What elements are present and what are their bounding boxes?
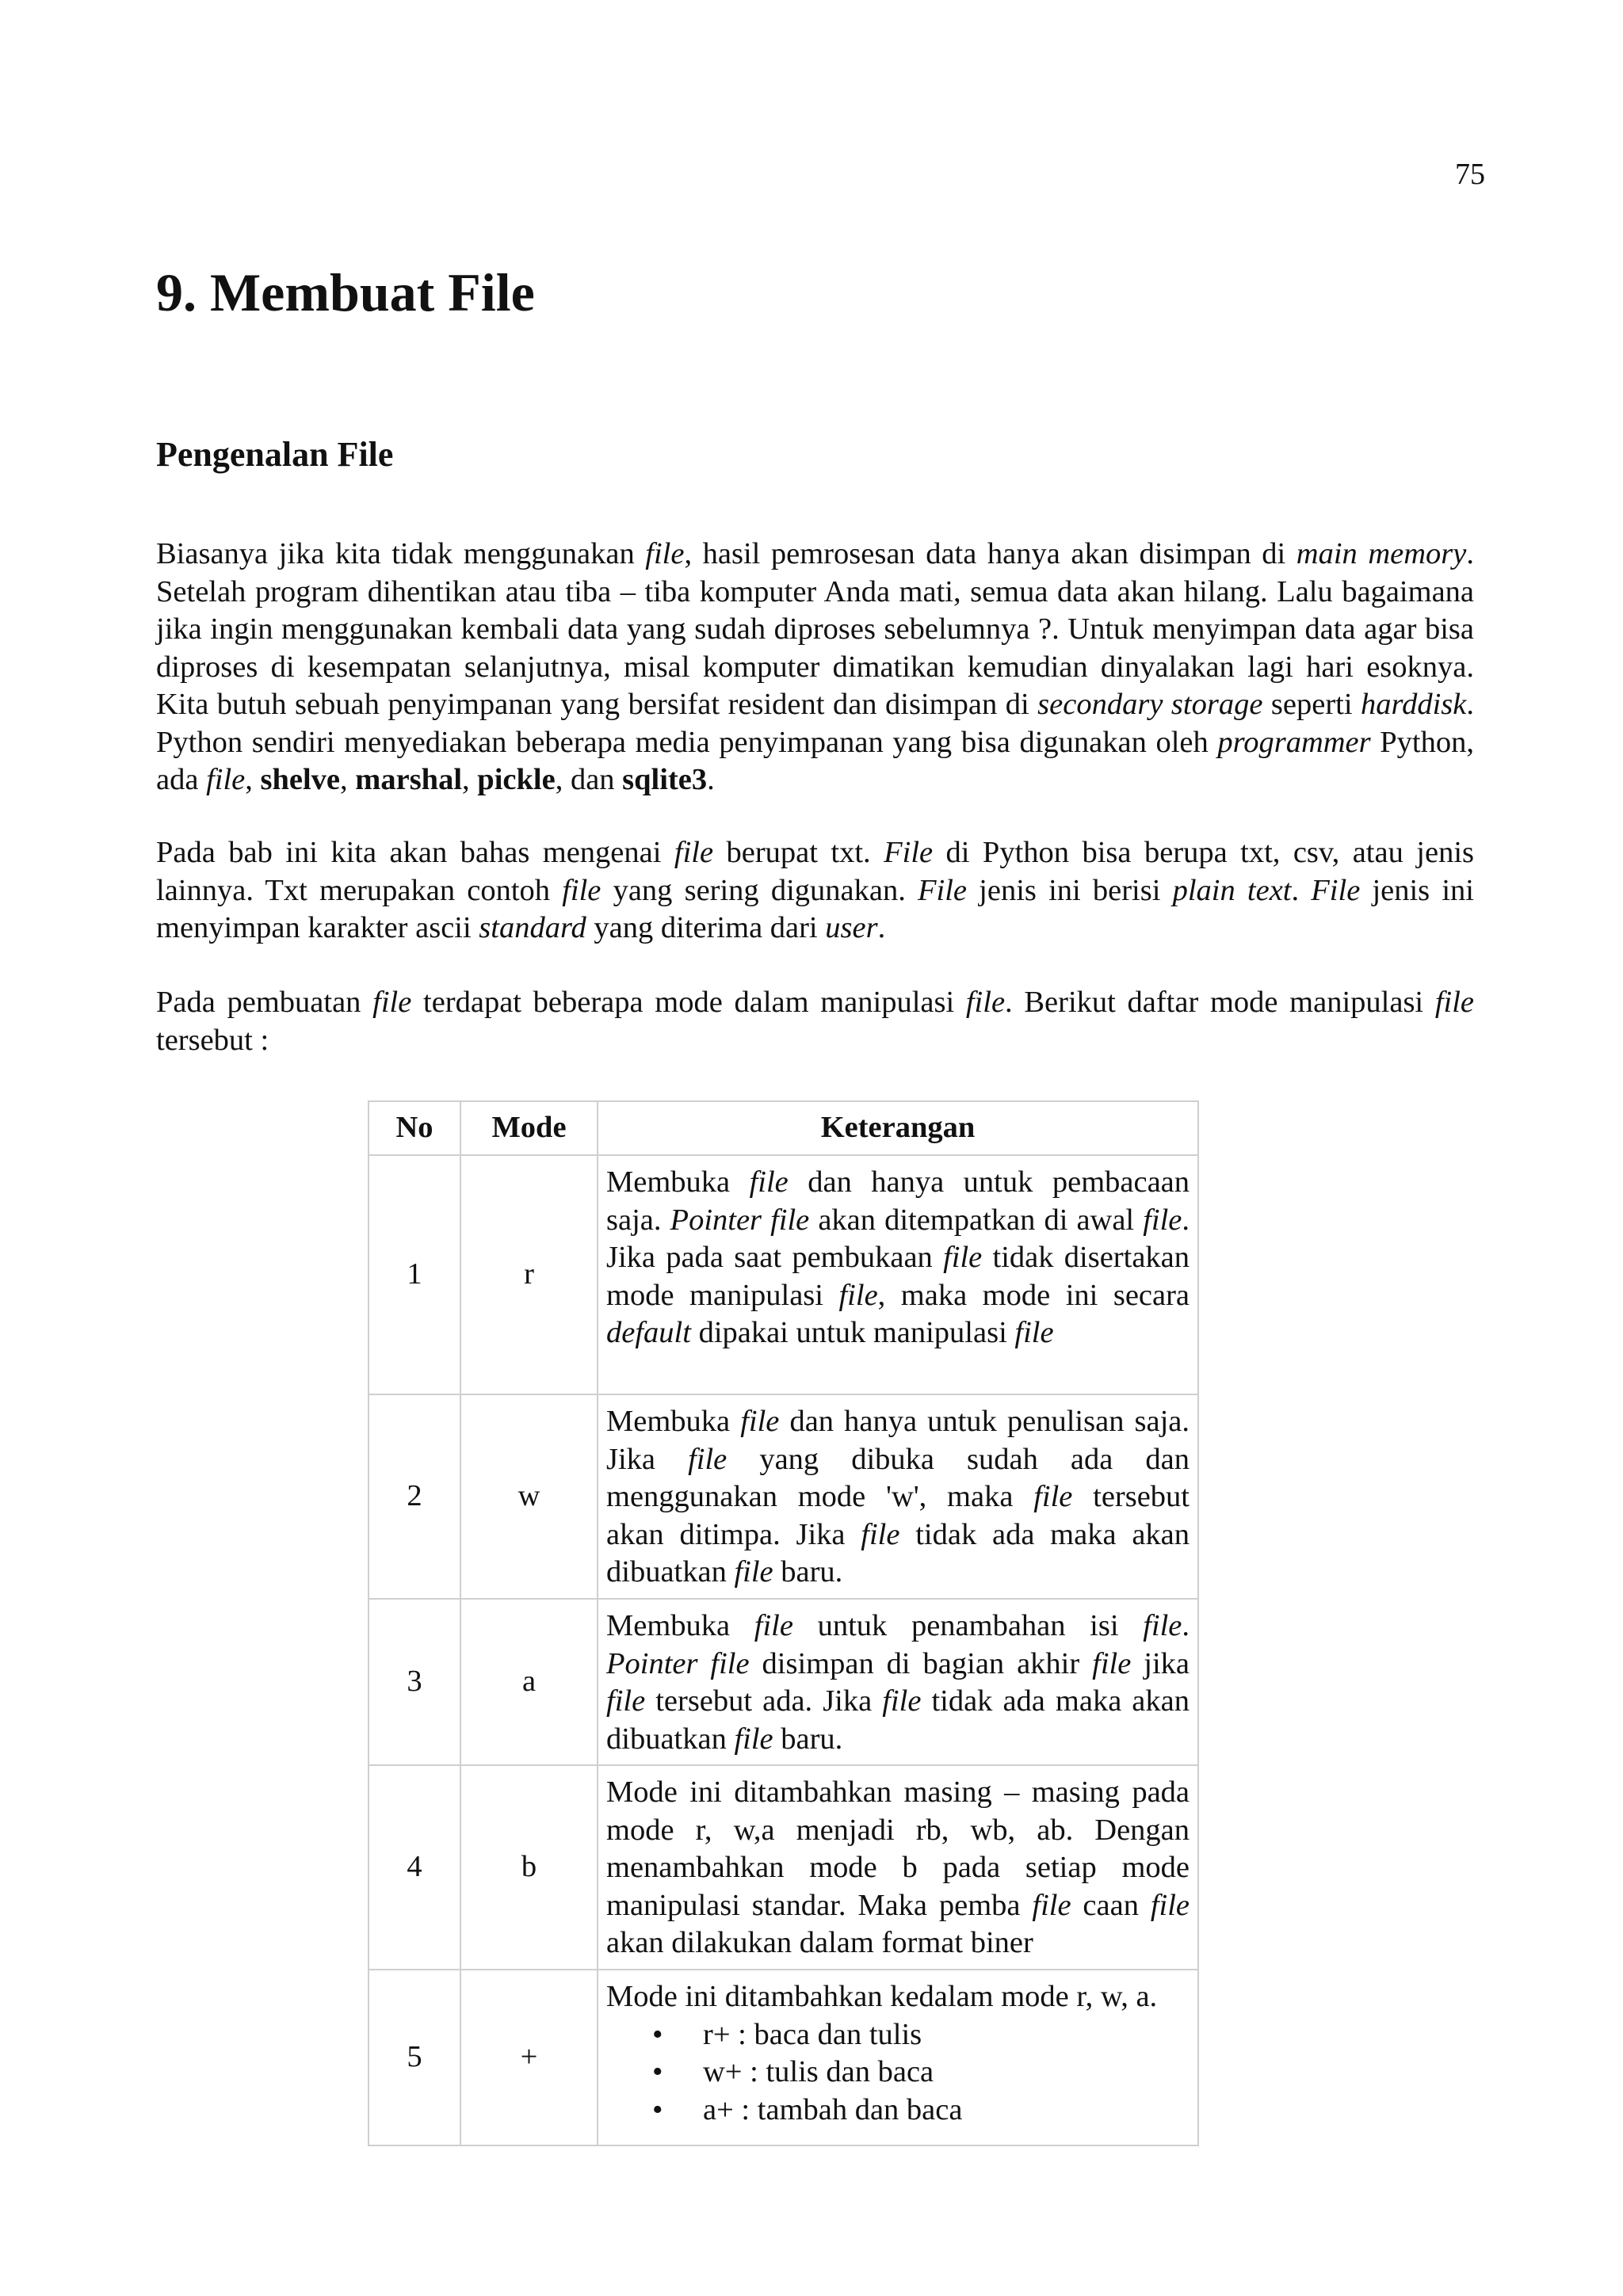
- file-mode-table: [368, 1100, 1199, 2146]
- table-row: [369, 1155, 1198, 1394]
- cell-description: Membuka file untuk penambahan isi file. Pointer file disimpan di bagian akhir file jika file tersebut ada. Jika file tidak ada maka akan dibuatkan file baru.: [598, 1599, 1198, 1765]
- chapter-title: 9. Membuat File: [156, 262, 535, 322]
- header-mode: Mode: [460, 1101, 598, 1155]
- cell-no: 4: [369, 1765, 460, 1970]
- cell-no: 3: [369, 1599, 460, 1765]
- header-keterangan: Keterangan: [598, 1101, 1198, 1155]
- cell-description: Membuka file dan hanya untuk penulisan saja. Jika file yang dibuka sudah ada dan menggunakan mode 'w', maka file tersebut akan ditimpa. Jika file tidak ada maka akan dibuatkan file baru.: [598, 1394, 1198, 1599]
- list-item: • a+ : tambah dan baca: [703, 2092, 1190, 2130]
- cell-mode: r: [460, 1155, 598, 1394]
- cell-description: [598, 1970, 1198, 2145]
- table-row: [369, 1599, 1198, 1765]
- cell-description: Mode ini ditambahkan masing – masing pada mode r, w,a menjadi rb, wb, ab. Dengan menambahkan mode b pada setiap mode manipulasi standar. Maka pemba file caan file akan dilakukan dalam format biner: [598, 1765, 1198, 1970]
- list-item: • r+ : baca dan tulis: [703, 2016, 1190, 2054]
- cell-mode: w: [460, 1394, 598, 1599]
- mode-plus-intro: Mode ini ditambahkan kedalam mode r, w, a.: [606, 1980, 1158, 2013]
- cell-no: 1: [369, 1155, 460, 1394]
- paragraph-intro: Biasanya jika kita tidak menggunakan file, hasil pemrosesan data hanya akan disimpan di main memory. Setelah program dihentikan atau tiba – tiba komputer Anda mati, semua data akan hilang. Lalu bagaimana jika ingin menggunakan kembali data yang sudah diproses sebelumnya ?. Untuk menyimpan data agar bisa diproses di kesempatan selanjutnya, misal komputer dimatikan kemudian dinyalakan lagi hari esoknya. Kita butuh sebuah penyimpanan yang bersifat resident dan disimpan di secondary storage seperti harddisk. Python sendiri menyediakan beberapa media penyimpanan yang bisa digunakan oleh programmer Python, ada file, shelve, marshal, pickle, dan sqlite3.: [156, 537, 1474, 796]
- cell-description: Membuka file dan hanya untuk pembacaan saja. Pointer file akan ditempatkan di awal file. Jika pada saat pembukaan file tidak disertakan mode manipulasi file, maka mode ini secara default dipakai untuk manipulasi file: [598, 1155, 1198, 1394]
- table-row: [369, 1765, 1198, 1970]
- paragraph-file-types: Pada bab ini kita akan bahas mengenai file berupat txt. File di Python bisa berupa txt, csv, atau jenis lainnya. Txt merupakan contoh file yang sering digunakan. File jenis ini berisi plain text. File jenis ini menyimpan karakter ascii standard yang diterima dari user.: [156, 836, 1474, 944]
- table-row: [369, 1394, 1198, 1599]
- cell-no: 5: [369, 1970, 460, 2145]
- cell-mode: a: [460, 1599, 598, 1765]
- paragraph-modes-intro: Pada pembuatan file terdapat beberapa mode dalam manipulasi file. Berikut daftar mode manipulasi file tersebut :: [156, 986, 1474, 1057]
- table-header-row: [369, 1101, 1198, 1155]
- section-title: Pengenalan File: [156, 435, 394, 474]
- mode-plus-list: [606, 2016, 1190, 2130]
- list-item: • w+ : tulis dan baca: [703, 2054, 1190, 2092]
- page-number: 75: [1455, 158, 1485, 191]
- cell-mode: b: [460, 1765, 598, 1970]
- header-no: No: [369, 1101, 460, 1155]
- cell-mode: +: [460, 1970, 598, 2145]
- table-row: [369, 1970, 1198, 2145]
- cell-no: 2: [369, 1394, 460, 1599]
